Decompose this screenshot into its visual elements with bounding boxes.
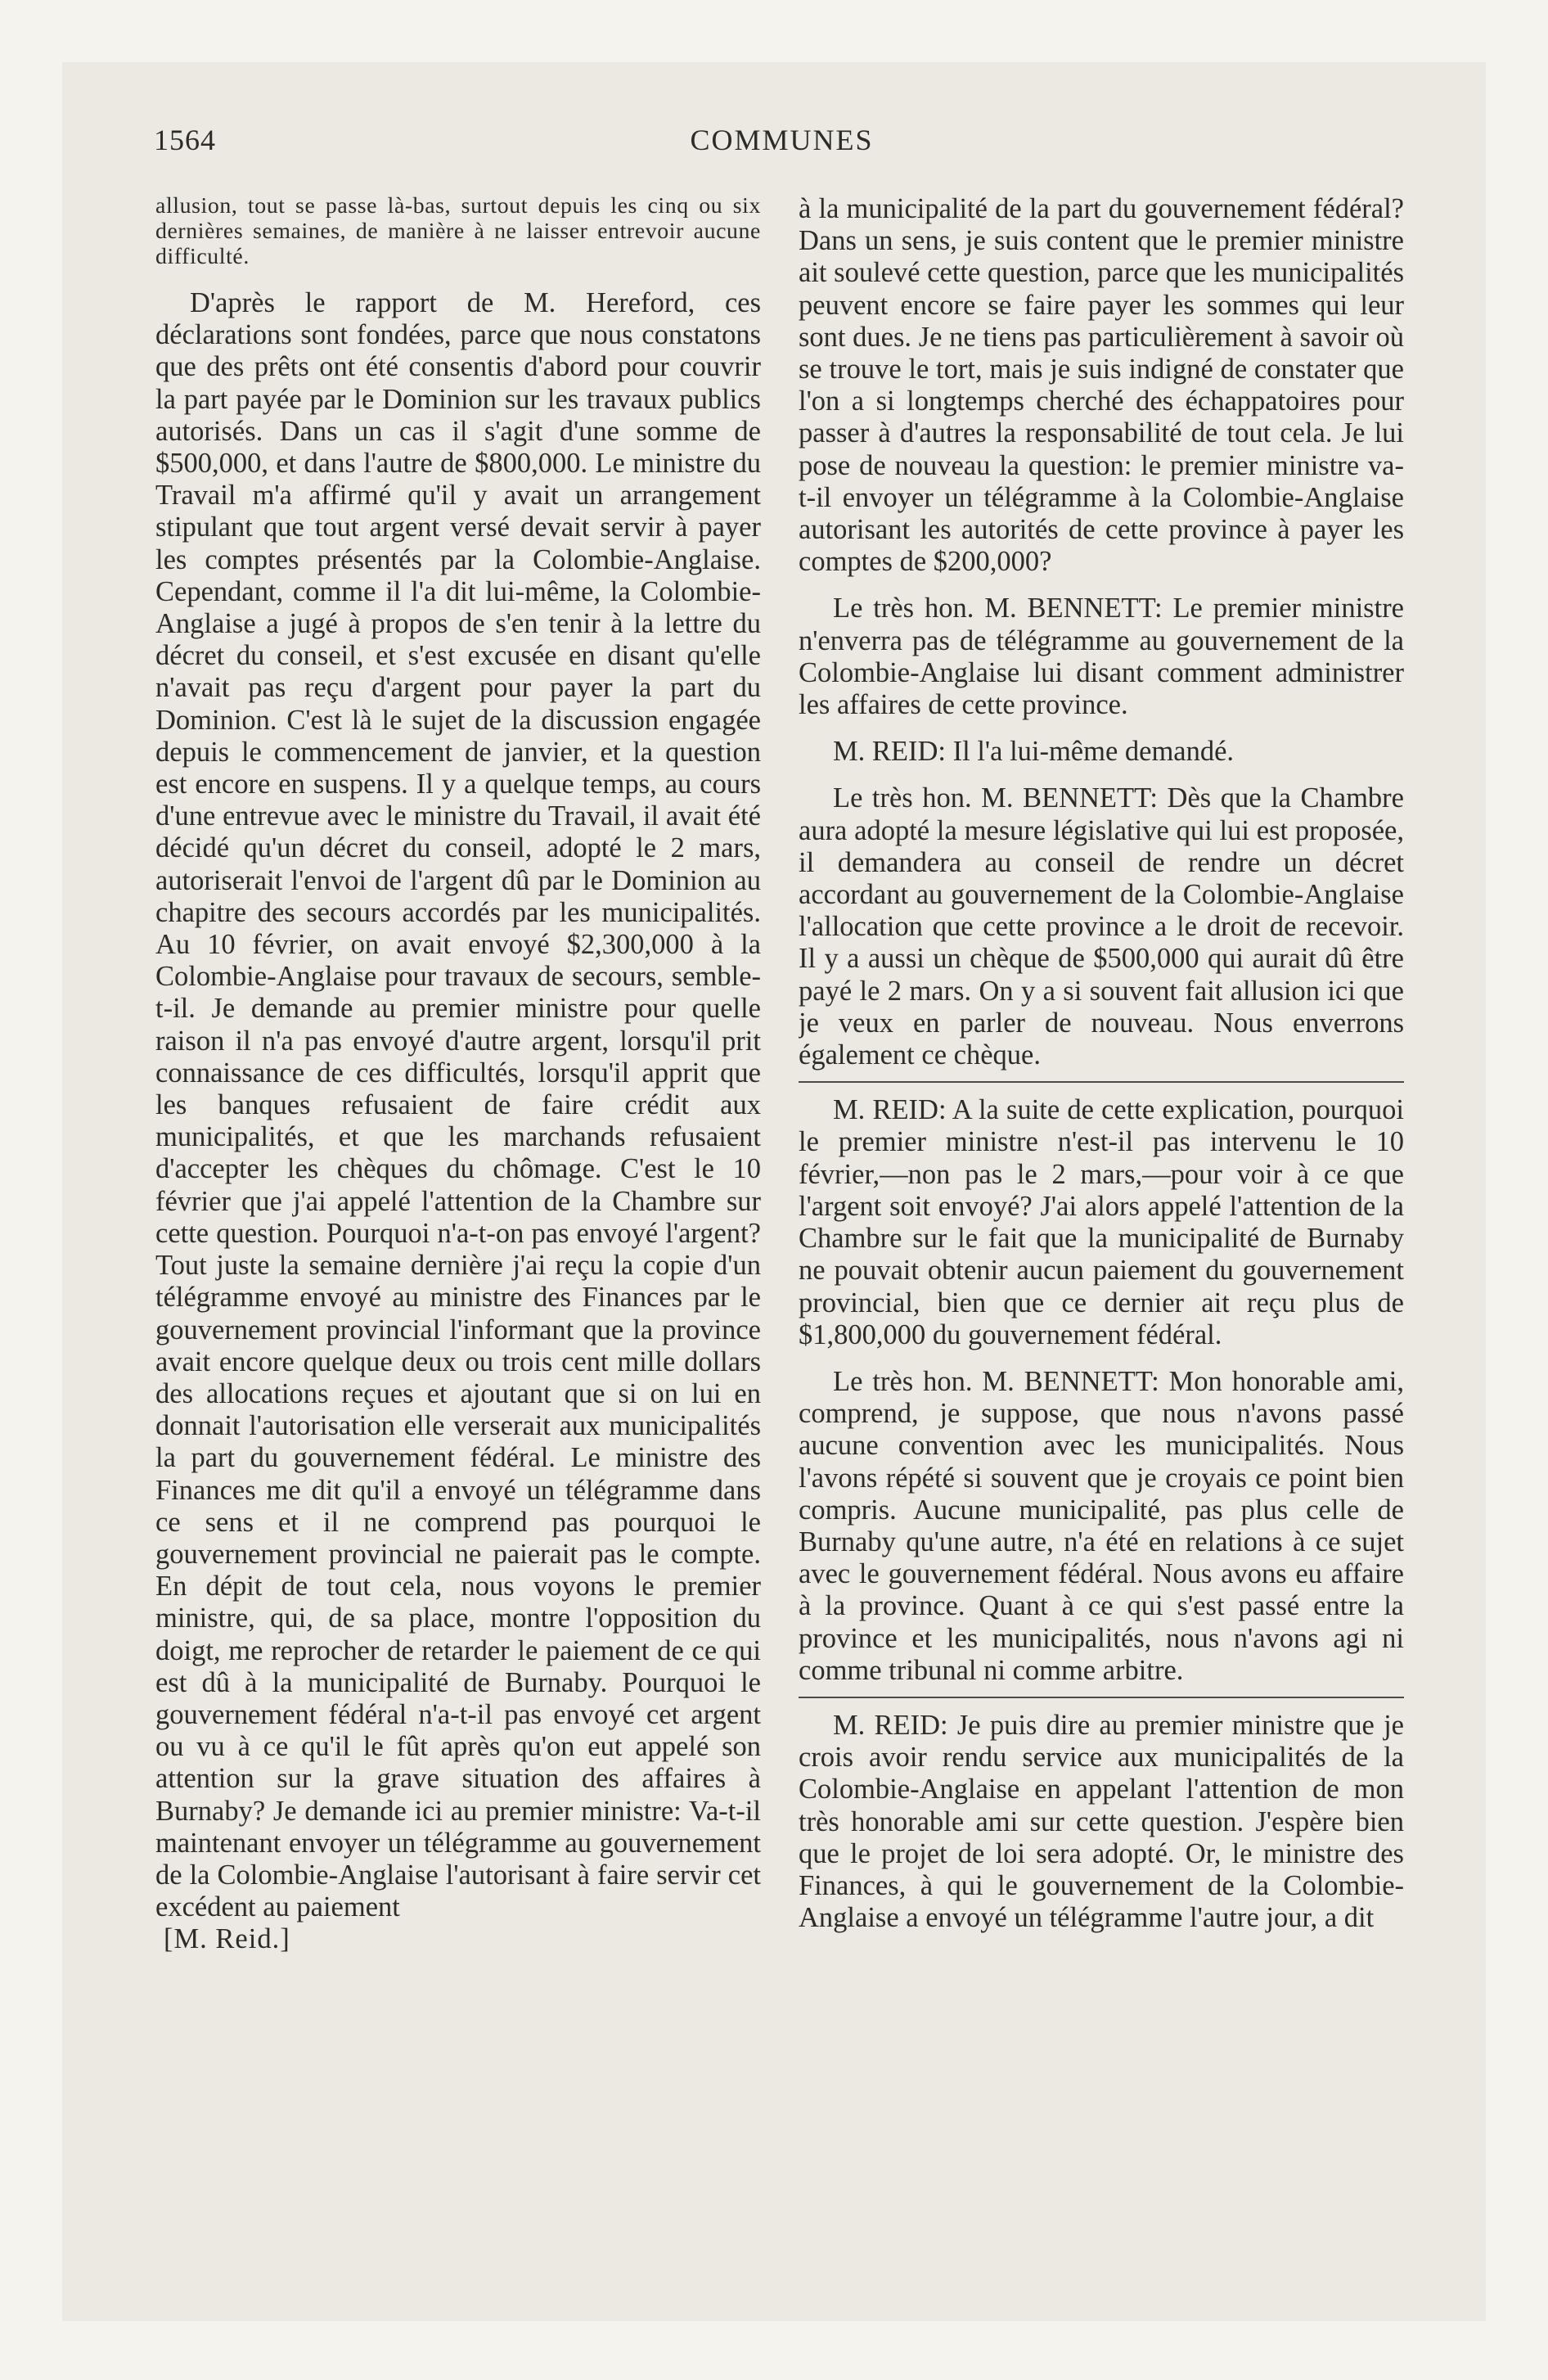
paragraph-hereford-report: D'après le rapport de M. Hereford, ces déclarations sont fondées, parce que nous constatons que des prêts ont été consentis d'abord pour couvrir la part payée par le Dominion sur les travaux publics autorisés. Dans un cas il s'agit d'une somme de $500,000, et dans l'autre de $800,000. Le ministre du Travail m'a affirmé qu'il y avait un arrangement stipulant que tout argent versé devait servir à payer les comptes présentés par la Colombie-Anglaise. Cependant, comme il l'a dit lui-même, la Colombie-Anglaise a jugé à propos de s'en tenir à la lettre du décret du conseil, et s'est excusée en disant qu'elle n'avait pas reçu d'argent pour payer la part du Dominion. C'est là le sujet de la discussion engagée depuis le commencement de janvier, et la question est encore en suspens. Il y a quelque temps, au cours d'une entrevue avec le ministre du Travail, il avait été décidé qu'un décret du conseil, adopté le 2 mars, autoriserait l'envoi de l'argent dû par le Dominion au chapitre des secours accordés par les municipalités. Au 10 février, on avait envoyé $2,300,000 à la Colombie-Anglaise pour travaux de secours, semble-t-il. Je demande au premier ministre pour quelle raison il n'a pas envoyé d'autre argent, lorsqu'il prit connaissance de ces difficultés, lorsqu'il apprit que les banques refusaient de faire crédit aux municipalités, et que les marchands refusaient d'accepter les chèques du chômage. C'est le 10 février que j'ai appelé l'attention de la Chambre sur cette question. Pourquoi n'a-t-on pas envoyé l'argent? Tout juste la semaine dernière j'ai reçu la copie d'un télégramme envoyé au ministre des Finances par le gouvernement provincial l'informant que la province avait encore quelque deux ou trois cent mille dollars des allocations reçues et ajoutant que si on lui en donnait l'autorisation elle verserait aux municipalités la part du gouvernement fédéral. Le ministre des Finances me dit qu'il a envoyé un télégramme dans ce sens et il ne comprend pas pourquoi le gouvernement provincial ne paierait pas le compte. En dépit de tout cela, nous voyons le premier ministre, qui, de sa place, montre l'opposition du doigt, me reprocher de retarder le paiement de ce qui est dû à la municipalité de Burnaby. Pourquoi le gouvernement fédéral n'a-t-il pas envoyé cet argent ou vu à ce qu'il le fût après qu'on eut appelé son attention sur la grave situation des affaires à Burnaby? Je demande ici au premier ministre: Va-t-il maintenant envoyer un télégramme au gouvernement de la Colombie-Anglaise l'autorisant à faire servir cet excédent au paiement [155,287,761,1923]
page-number: 1564 [154,124,216,156]
paragraph-reid-remark: M. REID: Il l'a lui-même demandé. [833,736,1235,768]
paragraph-continued-question: à la municipalité de la part du gouvernement fédéral? Dans un sens, je suis content que le premier ministre ait soulevé cette question, parce que les municipalités peuvent encore se faire payer les sommes qui leur sont dues. Je ne tiens pas particulièrement à savoir où se trouve le tort, mais je suis indigné de constater que l'on a si longtemps cherché des échappatoires pour passer à d'autres la responsabilité de tout cela. Je lui pose de nouveau la question: le premier ministre va-t-il envoyer un télégramme à la Colombie-Anglaise autorisant les autorités de cette province à payer les comptes de $200,000? [799,193,1404,578]
paragraph-reid-closing: M. REID: Je puis dire au premier ministre que je crois avoir rendu service aux municipalités de la Colombie-Anglaise en appelant l'attention de mon très honorable ami sur cette question. J'espère bien que le projet de loi sera adopté. Or, le ministre des Finances, à qui le gouvernement de la Colombie-Anglaise a envoyé un télégramme l'autre jour, a dit [799,1709,1404,1934]
paragraph-continued-quote: allusion, tout se passe là-bas, surtout depuis les cinq ou six dernières semaines, de manière à ne laisser entrevoir aucune difficulté. [155,193,761,269]
paragraph-bennett-reply-2: Le très hon. M. BENNETT: Dès que la Chambre aura adopté la mesure législative qui lui est proposée, il demandera au conseil de rendre un décret accordant au gouvernement de la Colombie-Anglaise l'allocation que cette province a le droit de recevoir. Il y a aussi un chèque de $500,000 qui aurait dû être payé le 2 mars. On y a si souvent fait allusion ici que je veux en parler de nouveau. Nous enverrons également ce chèque. [799,782,1404,1071]
paragraph-bennett-reply-3: Le très hon. M. BENNETT: Mon honorable ami, comprend, je suppose, que nous n'avons passé aucune convention avec les municipalités. Nous l'avons répété si souvent que je croyais ce point bien compris. Aucune municipalité, pas plus celle de Burnaby qu'une autre, n'a été en relations à ce sujet avec le gouvernement fédéral. Nous avons eu affaire à la province. Quant à ce qui s'est passé entre la province et les municipalités, nous n'avons agi ni comme tribunal ni comme arbitre. [799,1365,1404,1686]
speaker-attribution: [M. Reid.] [164,1923,290,1955]
left-column [155,193,761,2206]
paragraph-bennett-reply-1: Le très hon. M. BENNETT: Le premier ministre n'enverra pas de télégramme au gouvernement de la Colombie-Anglaise lui disant comment administrer les affaires de cette province. [799,593,1404,721]
right-column [799,193,1404,2206]
paragraph-reid-followup: M. REID: A la suite de cette explication, pourquoi le premier ministre n'est-il pas intervenu le 10 février,—non pas le 2 mars,—pour voir à ce que l'argent soit envoyé? J'ai alors appelé l'attention de la Chambre sur le fait que la municipalité de Burnaby ne pouvait obtenir aucun paiement du gouvernement provincial, bien que ce dernier ait reçu plus de $1,800,000 du gouvernement fédéral. [799,1094,1404,1350]
page-title: COMMUNES [690,124,874,156]
section-divider-2 [799,1697,1404,1698]
section-divider [799,1081,1404,1083]
running-head [154,123,1410,164]
